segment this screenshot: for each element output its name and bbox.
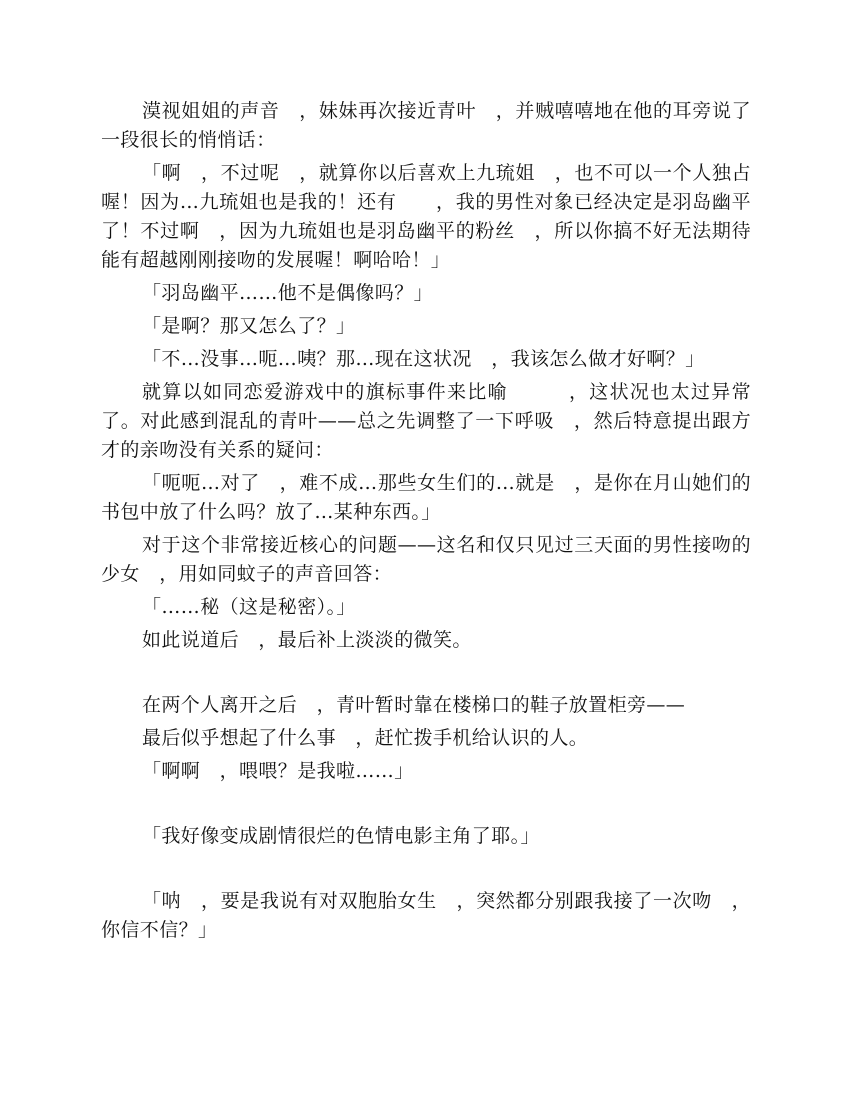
- paragraph-2: 「啊 ，不过呢 ，就算你以后喜欢上九琉姐 ，也不可以一个人独占喔！因为…九琉姐也是我的！还有 ，我的男性对象已经决定是羽岛幽平了！不过啊 ，因为九琉姐也是羽岛幽平的粉丝 ，所以你搞不好无法期待能有超越刚刚接吻的发展喔！啊哈哈！」: [101, 162, 751, 271]
- paragraph-11: 在两个人离开之后 ，青叶暂时靠在楼梯口的鞋子放置柜旁——: [142, 694, 686, 716]
- paragraph-3: 「羽岛幽平……他不是偶像吗？」: [142, 282, 434, 304]
- paragraph-13: 「啊啊 ，喂喂？是我啦……」: [142, 760, 414, 782]
- paragraph-10: 如此说道后 ，最后补上淡淡的微笑。: [142, 629, 472, 651]
- document-page: [101, 97, 751, 945]
- paragraph-12: 最后似乎想起了什么事 ，赶忙拨手机给认识的人。: [142, 727, 589, 749]
- paragraph-9: 「……秘（这是秘密）。」: [142, 596, 356, 618]
- paragraph-15: 「呐 ，要是我说有对双胞胎女生 ，突然都分别跟我接了一次吻 ，你信不信？」: [101, 890, 751, 941]
- paragraph-14: 「我好像变成剧情很烂的色情电影主角了耶。」: [142, 825, 540, 847]
- paragraph-7: 「呃呃…对了 ，难不成…那些女生们的…就是 ，是你在月山她们的书包中放了什么吗？放了…某种东西。」: [101, 472, 751, 523]
- paragraph-1: 漠视姐姐的声音 ，妹妹再次接近青叶 ，并贼嘻嘻地在他的耳旁说了一段很长的悄悄话：: [101, 100, 751, 151]
- paragraph-5: 「不…没事…呃…咦？那…现在这状况 ，我该怎么做才好啊？」: [142, 348, 705, 370]
- paragraph-6: 就算以如同恋爱游戏中的旗标事件来比喻 ，这状况也太过异常了。对此感到混乱的青叶——总之先调整了一下呼吸 ，然后特意提出跟方才的亲吻没有关系的疑问：: [101, 381, 751, 461]
- paragraph-4: 「是啊？那又怎么了？」: [142, 315, 356, 337]
- paragraph-8: 对于这个非常接近核心的问题——这名和仅只见过三天面的男性接吻的少女 ，用如同蚊子的声音回答：: [101, 534, 751, 585]
